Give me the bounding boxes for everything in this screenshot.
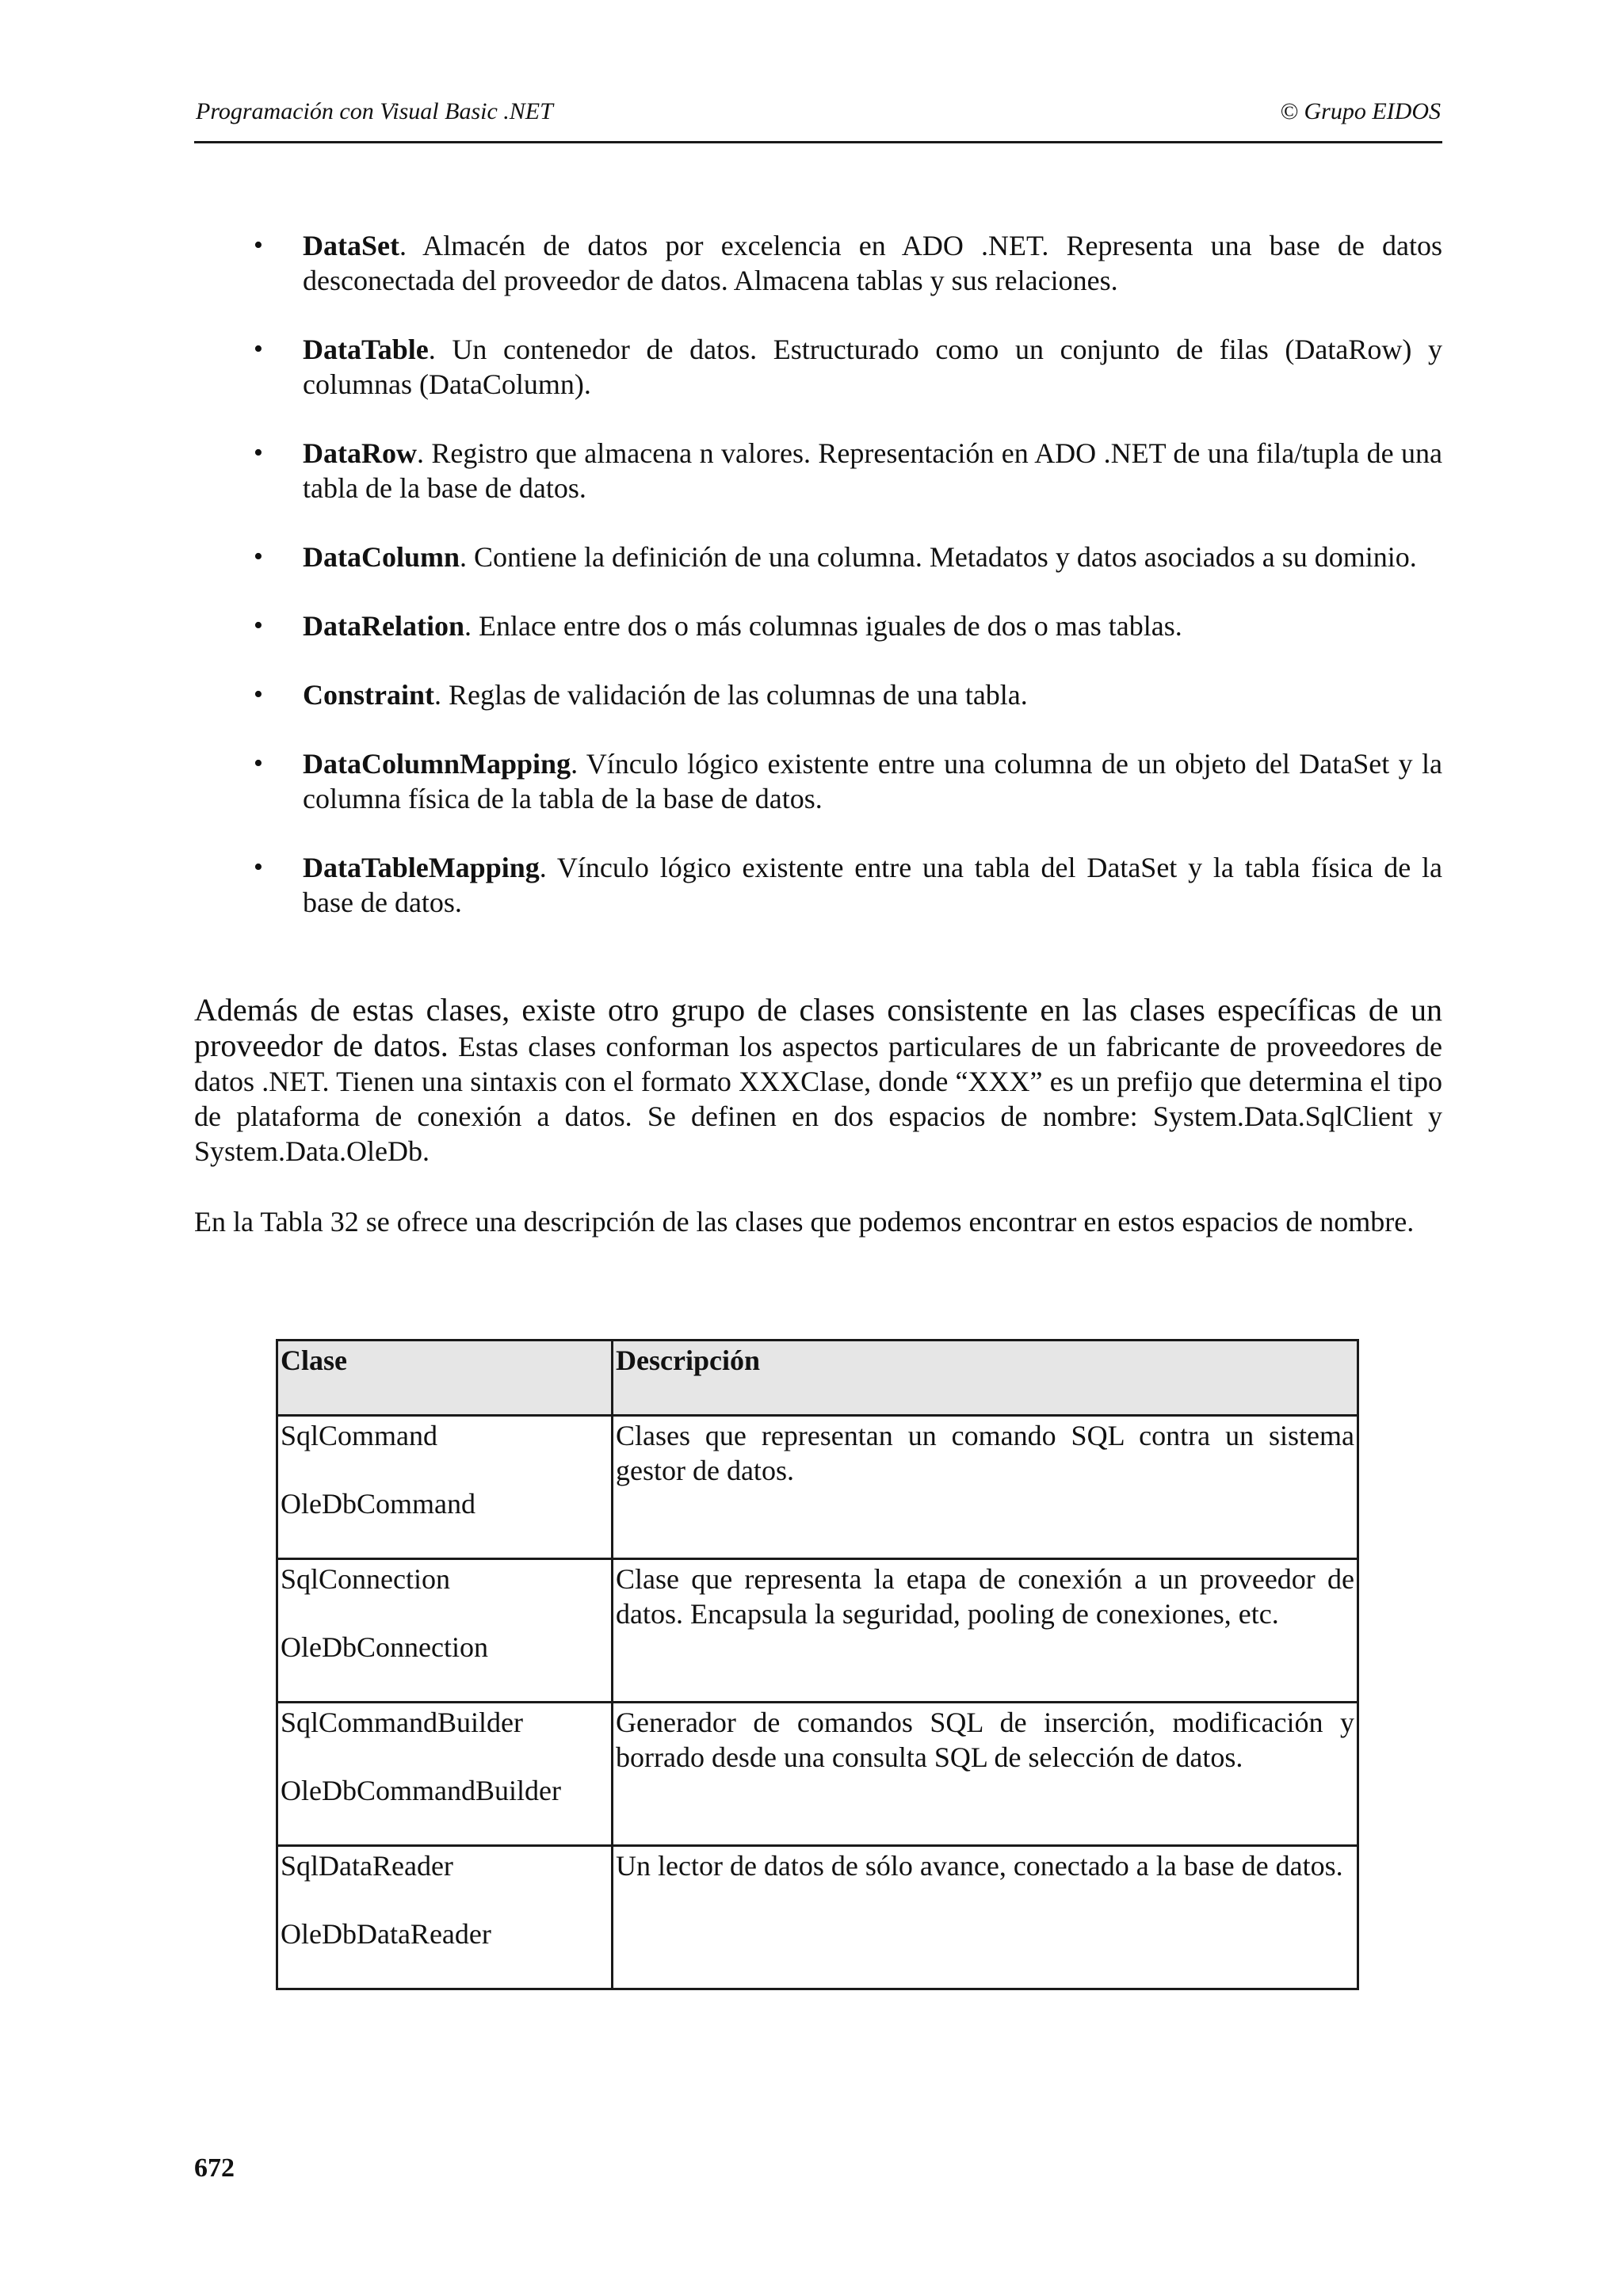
class-names-cell [277,1559,613,1703]
table-row [277,1559,1358,1703]
bullet-icon: • [254,749,263,778]
page-number: 672 [194,2153,235,2183]
bullet-term: DataRow [303,437,417,469]
bullet-text: . Registro que almacena n valores. Representación en ADO .NET de una fila/tupla de una tabla de la base de datos. [303,437,1442,504]
bullet-icon: • [254,438,263,467]
list-item [194,540,1442,574]
column-header-descripcion: Descripción [613,1341,1358,1416]
sql-class-name: SqlConnection [281,1563,450,1595]
list-item [194,746,1442,816]
column-header-clase: Clase [277,1341,613,1416]
oledb-class-name: OleDbConnection [281,1631,488,1663]
class-names-cell [277,1846,613,1989]
bullet-icon: • [254,542,263,571]
class-names-cell [277,1416,613,1559]
description-cell: Clases que representan un comando SQL contra un sistema gestor de datos. [613,1416,1358,1559]
list-item [194,436,1442,505]
class-bullet-list [194,228,1442,954]
bullet-text: . Vínculo lógico existente entre una tabla del DataSet y la tabla física de la base de datos. [303,852,1442,918]
bullet-text: . Vínculo lógico existente entre una columna de un objeto del DataSet y la columna física de la tabla de la base de datos. [303,748,1442,814]
bullet-term: DataTableMapping [303,852,540,883]
running-header [194,95,1442,143]
bullet-term: DataColumnMapping [303,748,571,780]
bullet-term: DataSet [303,230,399,261]
list-item [194,677,1442,712]
paragraph-lead: Además de estas clases, existe otro grupo de clases consistente en las clases específicas de un proveedor de datos. [194,992,1442,1063]
header-book-title: Programación con Visual Basic .NET [196,98,553,124]
list-item [194,608,1442,643]
bullet-text: . Almacén de datos por excelencia en ADO .NET. Representa una base de datos desconectada del proveedor de datos. Almacena tablas y sus relaciones. [303,230,1442,296]
bullet-term: DataTable [303,334,429,365]
table-row [277,1416,1358,1559]
description-cell: Generador de comandos SQL de inserción, modificación y borrado desde una consulta SQL de selección de datos. [613,1703,1358,1846]
bullet-icon: • [254,334,263,364]
sql-class-name: SqlCommand [281,1420,438,1451]
bullet-icon: • [254,680,263,709]
bullet-text: . Un contenedor de datos. Estructurado como un conjunto de filas (DataRow) y columnas (DataColumn). [303,334,1442,400]
table-header-row [277,1341,1358,1416]
sql-class-name: SqlCommandBuilder [281,1707,523,1738]
bullet-term: Constraint [303,679,435,711]
oledb-class-name: OleDbCommand [281,1488,475,1520]
bullet-icon: • [254,852,263,882]
list-item [194,850,1442,920]
sql-class-name: SqlDataReader [281,1850,453,1882]
paragraph-body: Estas clases conforman los aspectos particulares de un fabricante de proveedores de datos .NET. Tienen una sintaxis con el formato XXXClase, donde “XXX” es un prefijo que determina el tipo de plataforma de conexión a datos. Se definen en dos espacios de nombre: System.Data.SqlClient y System.Data.OleDb. [194,1031,1442,1167]
description-cell: Clase que representa la etapa de conexión a un proveedor de datos. Encapsula la seguridad, pooling de conexiones, etc. [613,1559,1358,1703]
provider-classes-paragraph [194,993,1442,1169]
provider-classes-table [276,1339,1359,1990]
table-intro-paragraph: En la Tabla 32 se ofrece una descripción de las clases que podemos encontrar en estos espacios de nombre. [194,1206,1415,1238]
oledb-class-name: OleDbDataReader [281,1918,491,1950]
bullet-text: . Contiene la definición de una columna. Metadatos y datos asociados a su dominio. [460,541,1417,573]
list-item [194,228,1442,298]
bullet-icon: • [254,611,263,640]
bullet-icon: • [254,231,263,260]
class-names-cell [277,1703,613,1846]
bullet-text: . Enlace entre dos o más columnas iguales de dos o mas tablas. [464,610,1182,642]
table-row [277,1846,1358,1989]
list-item [194,332,1442,402]
header-publisher: © Grupo EIDOS [1280,98,1441,124]
bullet-text: . Reglas de validación de las columnas de una tabla. [434,679,1028,711]
bullet-term: DataRelation [303,610,464,642]
bullet-term: DataColumn [303,541,460,573]
oledb-class-name: OleDbCommandBuilder [281,1775,561,1806]
table-row [277,1703,1358,1846]
description-cell: Un lector de datos de sólo avance, conectado a la base de datos. [613,1846,1358,1989]
